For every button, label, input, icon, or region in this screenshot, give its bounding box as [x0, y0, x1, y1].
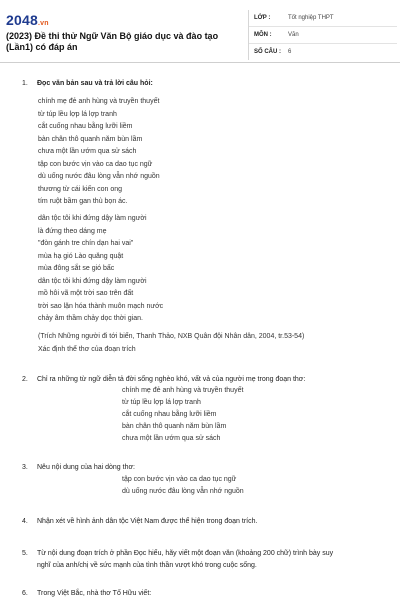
poem-line: cắt cuống nhau bằng lưỡi liềm — [38, 123, 133, 130]
question-number: 1. — [22, 80, 28, 87]
meta-value-count: 6 — [288, 49, 292, 55]
poem-line: tím ruột bầm gan thù bọn ác. — [38, 198, 128, 205]
question-number: 2. — [22, 376, 28, 383]
poem-line: từ túp lều lợp lá lợp tranh — [38, 110, 117, 118]
question-prompt: Đọc văn bản sau và trả lời câu hỏi: — [37, 80, 153, 87]
poem-line: từ túp lều lợp lá lợp tranh — [122, 399, 201, 406]
poem-line: chảy âm thầm chảy dọc thời gian. — [38, 315, 143, 322]
question-number: 3. — [22, 464, 28, 471]
poem-line: chính mẹ đẻ anh hùng và truyền thuyết — [122, 387, 244, 394]
question-number: 5. — [22, 550, 28, 557]
question-number: 4. — [22, 518, 28, 525]
question-prompt-line-1: Từ nội dung đoạn trích ở phần Đọc hiểu, hãy viết một đoạn văn (khoảng 200 chữ) trình bày suy — [37, 550, 334, 557]
poem-line: mùa đông sắt se gió bấc — [38, 265, 115, 272]
poem-line: là đứng theo dáng mẹ — [38, 227, 107, 235]
logo-text: 2048 — [6, 12, 38, 28]
question-instruction: Xác định thể thơ của đoạn trích — [38, 346, 136, 353]
logo-suffix: .vn — [37, 20, 49, 27]
poem-line: thương từ cái kiến con ong — [38, 185, 123, 193]
poem-line: dân tộc tôi khi đứng dậy làm người — [38, 215, 147, 222]
poem-line: cắt cuống nhau bằng lưỡi liềm — [122, 411, 217, 418]
question-6 — [22, 589, 392, 599]
question-5 — [22, 549, 397, 571]
poem-stanza-1 — [38, 96, 160, 209]
poem-line: dù uống nước đâu lòng vẫn nhớ nguồn — [38, 173, 160, 180]
poem-source: (Trích Những người đi tới biển, Thanh Thảo, NXB Quân đội Nhân dân, 2004, tr.53-54) — [38, 333, 305, 340]
question-4 — [22, 517, 392, 527]
exam-title: (2023) Đề thi thử Ngữ Văn Bộ giáo dục và đào tạo (Lần1) có đáp án — [6, 31, 219, 52]
poem-line: mồ hôi vã một trời sao trên đất — [38, 290, 134, 297]
meta-value-subject: Văn — [288, 32, 299, 38]
question-prompt: Chỉ ra những từ ngữ diễn tả đời sống nghèo khó, vất vả của người mẹ trong đoạn thơ: — [37, 376, 306, 383]
poem-line: dù uống nước đâu lòng vẫn nhớ nguồn — [122, 488, 244, 495]
poem-line: mùa hạ gió Lào quăng quật — [38, 252, 124, 260]
question-1 — [22, 79, 392, 89]
poem-stanza-2 — [38, 213, 163, 326]
question-prompt: Nhận xét về hình ảnh dân tộc Việt Nam được thể hiện trong đoạn trích. — [37, 518, 258, 525]
meta-key-class: LỚP : — [254, 15, 271, 21]
quoted-lines — [122, 474, 244, 498]
question-3 — [22, 463, 392, 473]
poem-line: chưa một lần ướm qua sử sách — [38, 148, 137, 155]
question-number: 6. — [22, 590, 28, 597]
poem-line: bàn chân thô quanh năm bùn lầm — [38, 135, 143, 143]
poem-line: trời sao lặn hóa thành muôn mạch nước — [38, 302, 164, 310]
poem-line: dân tộc tôi khi đứng dậy làm người — [38, 277, 147, 285]
poem-line: tập con bước vịn vào ca dao tục ngữ — [122, 476, 237, 483]
poem-line: tập con bước vịn vào ca dao tục ngữ — [38, 160, 153, 168]
question-2 — [22, 375, 392, 385]
question-prompt-line-2: nghĩ của anh/chị về sức mạnh của tình thần vượt khó trong cuộc sống. — [37, 562, 257, 569]
poem-line: chưa một lần ướm qua sử sách — [122, 435, 221, 442]
meta-key-subject: MÔN : — [254, 32, 272, 38]
question-prompt: Nêu nội dung của hai dòng thơ: — [37, 464, 135, 471]
poem-line: "đòn gánh tre chín dạn hai vai" — [38, 240, 134, 247]
question-prompt: Trong Việt Bắc, nhà thơ Tố Hữu viết: — [37, 590, 152, 597]
meta-value-class: Tốt nghiệp THPT — [288, 15, 334, 21]
meta-key-count: SỐ CÂU : — [254, 49, 281, 55]
quoted-lines — [122, 385, 243, 445]
poem-line: chính mẹ đẻ anh hùng và truyền thuyết — [38, 98, 160, 105]
poem-line: bàn chân thô quanh năm bùn lầm — [122, 423, 227, 430]
